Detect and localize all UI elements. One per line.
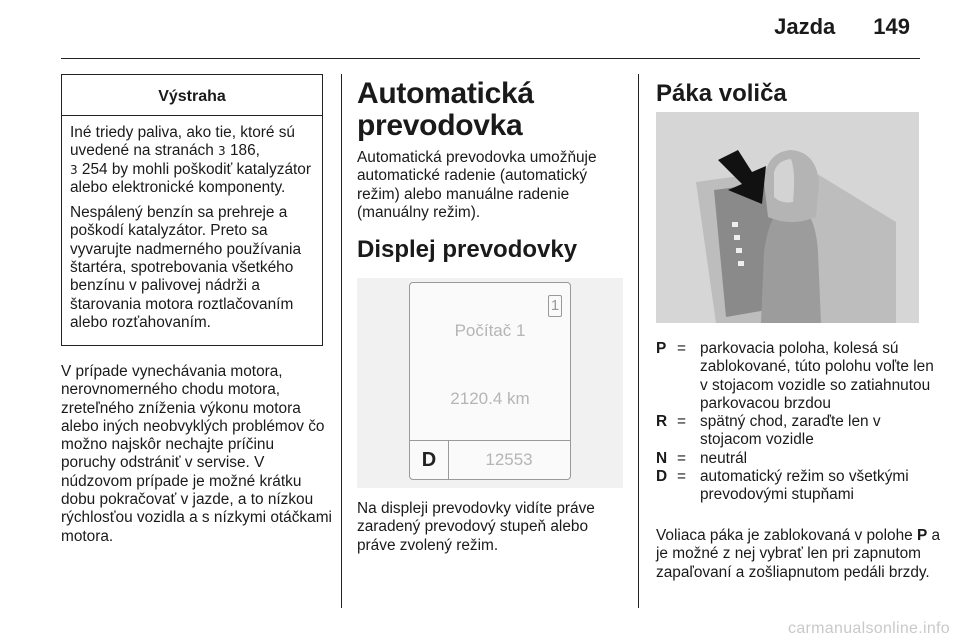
display-label: Počítač 1 bbox=[454, 321, 526, 340]
display-bottom-row bbox=[410, 440, 570, 479]
display-gear: D bbox=[410, 441, 449, 479]
header-rule bbox=[61, 58, 920, 59]
transmission-intro: Automatická prevodovka umožňuje automatické radenie (automatický režim) alebo manuálne radenie (manuálny režim). bbox=[357, 149, 597, 221]
section-heading-selector-lever: Páka voliča bbox=[656, 80, 787, 107]
instrument-display bbox=[409, 282, 571, 480]
section-title: Jazda bbox=[774, 14, 836, 39]
reference-arrow-icon: 3 bbox=[218, 144, 226, 159]
transmission-display-illustration bbox=[357, 278, 623, 488]
reference-arrow-icon: 3 bbox=[70, 162, 78, 177]
page-header bbox=[774, 14, 910, 40]
page-number: 149 bbox=[873, 14, 910, 39]
display-caption: Na displeji prevodovky vidíte práve zaradený prevodový stupeň alebo práve zvolený režim. bbox=[357, 500, 595, 554]
subheading-transmission-display: Displej prevodovky bbox=[357, 236, 578, 263]
selector-lever-photo bbox=[656, 112, 919, 323]
display-distance: 2120.4 km bbox=[450, 389, 530, 408]
warning-paragraph-1: Iné triedy paliva, ako tie, ktoré sú uvedené na stranách 3 186, 3 254 by mohli poškodiť katalyzátor alebo elektronické komponenty. bbox=[70, 124, 311, 196]
warning-box bbox=[61, 74, 323, 346]
warning-title: Výstraha bbox=[62, 75, 322, 116]
warning-paragraph-2: Nespálený benzín sa prehreje a poškodí katalyzátor. Preto sa vyvarujte nadmerného používania štartéra, spotrebovania všetkého benzínu v palivovej nádrži a štarovania motora roztlačovaním alebo rozťahovaním. bbox=[70, 204, 302, 331]
gear-lever-icon bbox=[656, 112, 919, 323]
watermark: carmanualsonline.info bbox=[788, 620, 950, 637]
list-item: R = spätný chod, zaraďte len v stojacom vozidle bbox=[656, 413, 881, 449]
list-item: N = neutrál bbox=[656, 449, 748, 467]
gear-indicator-icon: 1 bbox=[548, 295, 562, 317]
list-item: D = automatický režim so všetkými prevodovými stupňami bbox=[656, 468, 909, 504]
lever-lock-note: Voliaca páka je zablokovaná v polohe P a je možné z nej vybrať len pri zapnutom zapaľovaní a zošliapnutom pedáli brzdy. bbox=[656, 527, 941, 581]
warning-body bbox=[62, 116, 322, 345]
section-heading-automatic-transmission: Automatická prevodovka bbox=[357, 77, 534, 142]
misfire-paragraph: V prípade vynechávania motora, nerovnomerného chodu motora, zreteľného zníženia výkonu motora alebo iných neobvyklých problémov čo možno najskôr nechajte príčinu poruchy odstrániť v servise. V núdzovom prípade je možné krátku dobu pokračovať v jazde, a to nízkou rýchlosťou vozidla a s nízkymi otáčkami motora. bbox=[61, 363, 332, 545]
display-odometer: 12553 bbox=[485, 450, 533, 469]
column-divider-1 bbox=[341, 74, 342, 608]
list-item: P = parkovacia poloha, kolesá sú zablokované, túto polohu voľte len v stojacom vozidle so zatiahnutou parkovacou brzdou bbox=[656, 340, 934, 412]
column-divider-2 bbox=[638, 74, 639, 608]
lever-positions-list bbox=[656, 340, 936, 505]
